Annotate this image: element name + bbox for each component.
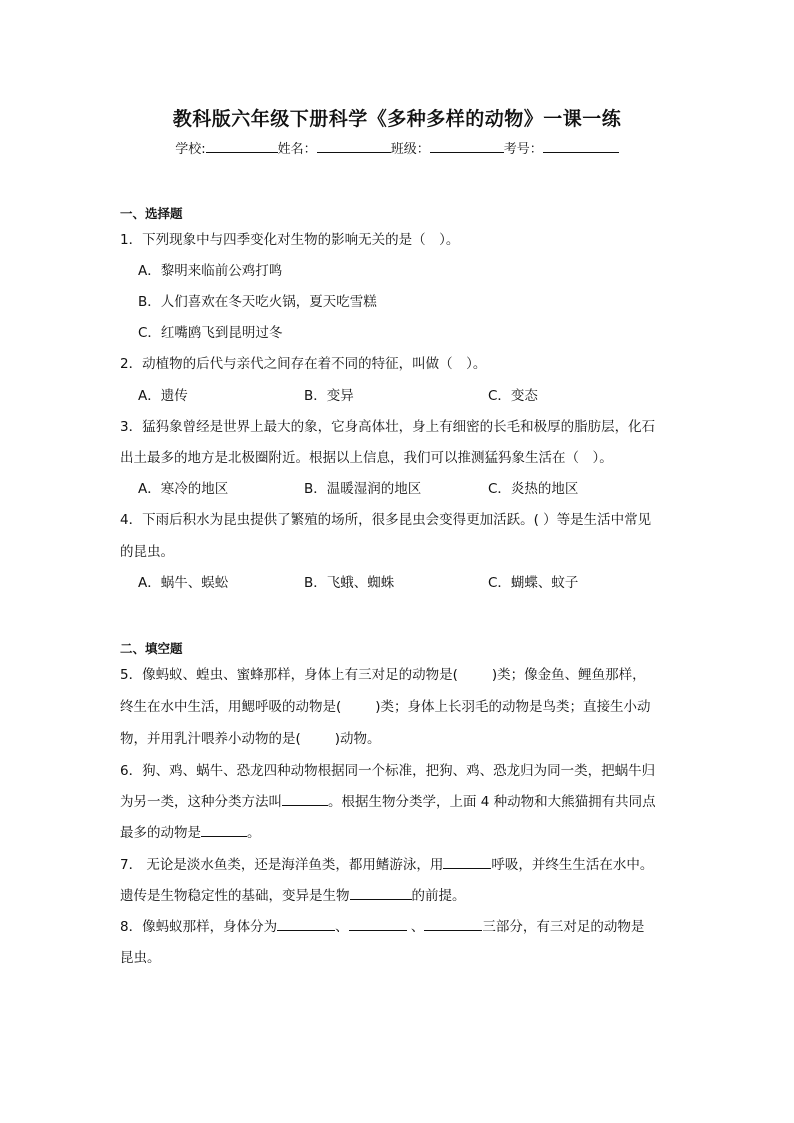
question-5-text: )动物。 xyxy=(334,731,381,747)
question-8-text: 三部分，有三对足的动物是 xyxy=(482,919,645,935)
question-2-option-b[interactable]: B．变异 xyxy=(304,388,354,404)
question-8-text: 8．像蚂蚁那样，身体分为 xyxy=(120,919,278,935)
question-5-text: 物，并用乳汁喂养小动物的是( xyxy=(120,731,301,747)
question-3-stem-line-1: 3．猛犸象曾经是世界上最大的象，它身高体壮，身上有细密的长毛和极厚的脂肪层，化石 xyxy=(120,419,656,435)
question-2-option-c[interactable]: C．变态 xyxy=(488,388,538,404)
question-8-blank-3[interactable] xyxy=(424,916,482,931)
question-6-line-3 xyxy=(120,821,261,841)
question-4-stem-line-2: 的昆虫。 xyxy=(120,544,174,560)
student-info-line xyxy=(0,138,794,157)
question-3-option-b[interactable]: B．温暖湿润的地区 xyxy=(304,481,422,497)
question-5-line-3 xyxy=(120,727,381,747)
name-field[interactable] xyxy=(317,138,391,153)
number-field[interactable] xyxy=(543,138,619,153)
question-8-line-2: 昆虫。 xyxy=(120,950,161,966)
question-6-line-2 xyxy=(120,790,656,810)
question-7-blank-1[interactable] xyxy=(443,854,491,869)
question-6-text: 最多的动物是 xyxy=(120,825,201,841)
class-label: 班级： xyxy=(390,142,430,157)
question-6-line-1: 6．狗、鸡、蜗牛、恐龙四种动物根据同一个标准，把狗、鸡、恐龙归为同一类，把蜗牛归 xyxy=(120,763,656,779)
question-7-text: 遗传是生物稳定性的基础，变异是生物 xyxy=(120,888,350,904)
question-7-blank-2[interactable] xyxy=(350,885,412,900)
school-field[interactable] xyxy=(206,138,278,153)
question-8-blank-2[interactable] xyxy=(349,916,407,931)
class-field[interactable] xyxy=(430,138,504,153)
question-7-text: 的前提。 xyxy=(411,888,466,904)
number-label: 考号： xyxy=(503,142,543,157)
question-1-stem: 1．下列现象中与四季变化对生物的影响无关的是（ ）。 xyxy=(120,232,460,248)
question-3-option-a[interactable]: A．寒冷的地区 xyxy=(138,481,229,497)
question-7-text: 呼吸，并终生生活在水中。 xyxy=(491,857,654,873)
question-5-line-1 xyxy=(120,663,646,683)
question-1-option-c[interactable]: C．红嘴鸥飞到昆明过冬 xyxy=(138,325,283,341)
question-4-option-c[interactable]: C．蝴蝶、蚊子 xyxy=(488,575,579,591)
question-4-stem-line-1: 4．下雨后积水为昆虫提供了繁殖的场所，很多昆虫会变得更加活跃。( ）等是生活中常见 xyxy=(120,512,652,528)
question-2-option-a[interactable]: A．遗传 xyxy=(138,388,188,404)
question-6-text: 。根据生物分类学，上面 4 种动物和大熊猫拥有共同点 xyxy=(328,794,656,810)
question-7-line-2 xyxy=(120,884,466,904)
question-8-blank-1[interactable] xyxy=(277,916,335,931)
question-4-option-b[interactable]: B．飞蛾、蜘蛛 xyxy=(304,575,395,591)
question-5-text: 5．像蚂蚁、蝗虫、蜜蜂那样，身体上有三对足的动物是( xyxy=(120,667,458,683)
question-6-blank-2[interactable] xyxy=(201,822,247,837)
name-label: 姓名： xyxy=(277,142,317,157)
question-4-option-a[interactable]: A．蜗牛、蜈蚣 xyxy=(138,575,229,591)
question-3-option-c[interactable]: C．炎热的地区 xyxy=(488,481,579,497)
question-1-option-a[interactable]: A．黎明来临前公鸡打鸣 xyxy=(138,263,283,279)
question-5-text: )类；像金鱼、鲤鱼那样， xyxy=(491,667,646,683)
question-7-line-1 xyxy=(120,853,653,873)
question-5-text: 终生在水中生活，用鳃呼吸的动物是( xyxy=(120,699,342,715)
school-label: 学校: xyxy=(175,142,206,157)
question-5-line-2 xyxy=(120,695,651,715)
question-6-text: 。 xyxy=(247,825,261,841)
question-3-stem-line-2: 出土最多的地方是北极圈附近。根据以上信息，我们可以推测猛犸象生活在（ ）。 xyxy=(120,450,613,466)
question-8-separator: 、 xyxy=(335,919,349,935)
section-choice-heading: 一、选择题 xyxy=(120,206,183,221)
question-2-stem: 2．动植物的后代与亲代之间存在着不同的特征，叫做（ ）。 xyxy=(120,356,487,372)
question-6-text: 为另一类，这种分类方法叫 xyxy=(120,794,282,810)
question-1-option-b[interactable]: B．人们喜欢在冬天吃火锅，夏天吃雪糕 xyxy=(138,294,377,310)
question-8-line-1 xyxy=(120,915,644,935)
page-title: 教科版六年级下册科学《多种多样的动物》一课一练 xyxy=(172,108,622,130)
section-fill-heading: 二、填空题 xyxy=(120,641,183,656)
question-7-text: 7． 无论是淡水鱼类，还是海洋鱼类，都用鳍游泳，用 xyxy=(120,857,444,873)
question-8-separator: 、 xyxy=(406,919,425,935)
question-5-text: )类；身体上长羽毛的动物是鸟类；直接生小动 xyxy=(375,699,651,715)
question-6-blank-1[interactable] xyxy=(282,791,328,806)
